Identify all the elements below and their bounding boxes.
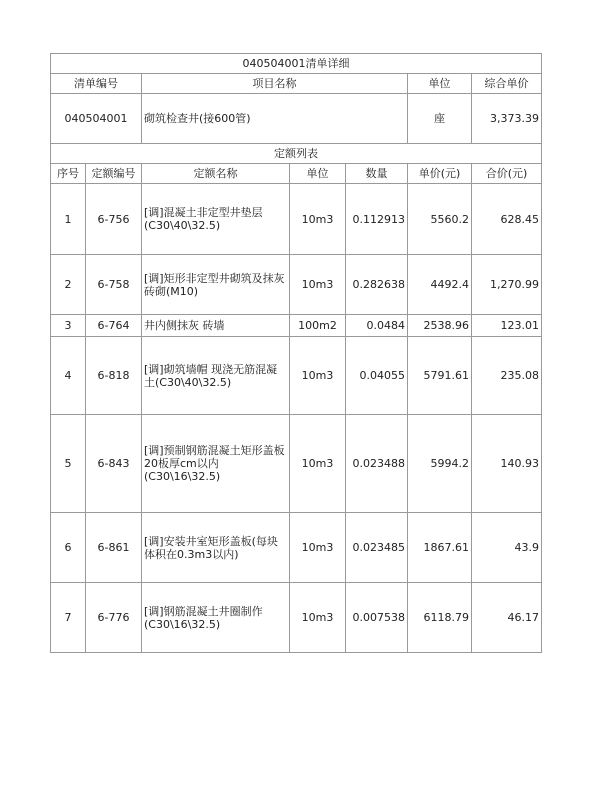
row-unit: 10m3 bbox=[290, 184, 346, 255]
quota-section-title: 定额列表 bbox=[51, 144, 542, 164]
table-row bbox=[51, 255, 542, 315]
row-qty: 0.0484 bbox=[346, 315, 408, 337]
row-unit: 10m3 bbox=[290, 337, 346, 415]
table-row bbox=[51, 184, 542, 255]
row-name: [调]砌筑墙帽 现浇无筋混凝土(C30\40\32.5) bbox=[142, 337, 290, 415]
row-code: 6-758 bbox=[86, 255, 142, 315]
item-unit-price: 3,373.39 bbox=[472, 94, 542, 144]
row-no: 5 bbox=[51, 415, 86, 513]
table-row bbox=[51, 337, 542, 415]
row-unit: 10m3 bbox=[290, 415, 346, 513]
row-total: 140.93 bbox=[472, 415, 542, 513]
row-total: 46.17 bbox=[472, 583, 542, 653]
header-quota-code: 定额编号 bbox=[86, 164, 142, 184]
header-quota-unit: 单位 bbox=[290, 164, 346, 184]
table-row bbox=[51, 415, 542, 513]
header-item-name: 项目名称 bbox=[142, 74, 408, 94]
row-name: [调]预制钢筋混凝土矩形盖板20板厚cm以内(C30\16\32.5) bbox=[142, 415, 290, 513]
row-qty: 0.023485 bbox=[346, 513, 408, 583]
row-price: 2538.96 bbox=[408, 315, 472, 337]
header-quota-name: 定额名称 bbox=[142, 164, 290, 184]
header-no: 序号 bbox=[51, 164, 86, 184]
row-total: 1,270.99 bbox=[472, 255, 542, 315]
row-code: 6-861 bbox=[86, 513, 142, 583]
row-name: [调]混凝土非定型井垫层(C30\40\32.5) bbox=[142, 184, 290, 255]
item-unit: 座 bbox=[408, 94, 472, 144]
row-code: 6-843 bbox=[86, 415, 142, 513]
row-price: 6118.79 bbox=[408, 583, 472, 653]
row-code: 6-776 bbox=[86, 583, 142, 653]
row-price: 5560.2 bbox=[408, 184, 472, 255]
row-qty: 0.112913 bbox=[346, 184, 408, 255]
row-code: 6-764 bbox=[86, 315, 142, 337]
bill-summary-table bbox=[50, 53, 542, 144]
row-total: 628.45 bbox=[472, 184, 542, 255]
page-title: 040504001清单详细 bbox=[51, 54, 542, 74]
bill-code: 040504001 bbox=[51, 94, 142, 144]
table-row bbox=[51, 315, 542, 337]
row-price: 5994.2 bbox=[408, 415, 472, 513]
table-row bbox=[51, 583, 542, 653]
row-qty: 0.023488 bbox=[346, 415, 408, 513]
row-no: 3 bbox=[51, 315, 86, 337]
row-name: [调]钢筋混凝土井圈制作(C30\16\32.5) bbox=[142, 583, 290, 653]
row-no: 2 bbox=[51, 255, 86, 315]
row-total: 43.9 bbox=[472, 513, 542, 583]
table-row bbox=[51, 513, 542, 583]
item-name: 砌筑检查井(接600管) bbox=[142, 94, 408, 144]
row-unit: 100m2 bbox=[290, 315, 346, 337]
row-name: 井内侧抹灰 砖墙 bbox=[142, 315, 290, 337]
row-code: 6-818 bbox=[86, 337, 142, 415]
header-bill-code: 清单编号 bbox=[51, 74, 142, 94]
row-total: 123.01 bbox=[472, 315, 542, 337]
header-price: 单价(元) bbox=[408, 164, 472, 184]
quota-table bbox=[50, 143, 542, 653]
row-unit: 10m3 bbox=[290, 513, 346, 583]
row-qty: 0.282638 bbox=[346, 255, 408, 315]
row-no: 6 bbox=[51, 513, 86, 583]
header-quantity: 数量 bbox=[346, 164, 408, 184]
row-name: [调]矩形非定型井砌筑及抹灰 砖砌(M10) bbox=[142, 255, 290, 315]
row-no: 7 bbox=[51, 583, 86, 653]
row-no: 4 bbox=[51, 337, 86, 415]
row-total: 235.08 bbox=[472, 337, 542, 415]
row-price: 1867.61 bbox=[408, 513, 472, 583]
row-price: 5791.61 bbox=[408, 337, 472, 415]
row-qty: 0.04055 bbox=[346, 337, 408, 415]
row-code: 6-756 bbox=[86, 184, 142, 255]
row-unit: 10m3 bbox=[290, 255, 346, 315]
row-qty: 0.007538 bbox=[346, 583, 408, 653]
header-unit-price: 综合单价 bbox=[472, 74, 542, 94]
row-name: [调]安装井室矩形盖板(每块体积在0.3m3以内) bbox=[142, 513, 290, 583]
header-total: 合价(元) bbox=[472, 164, 542, 184]
row-unit: 10m3 bbox=[290, 583, 346, 653]
row-no: 1 bbox=[51, 184, 86, 255]
row-price: 4492.4 bbox=[408, 255, 472, 315]
header-unit: 单位 bbox=[408, 74, 472, 94]
